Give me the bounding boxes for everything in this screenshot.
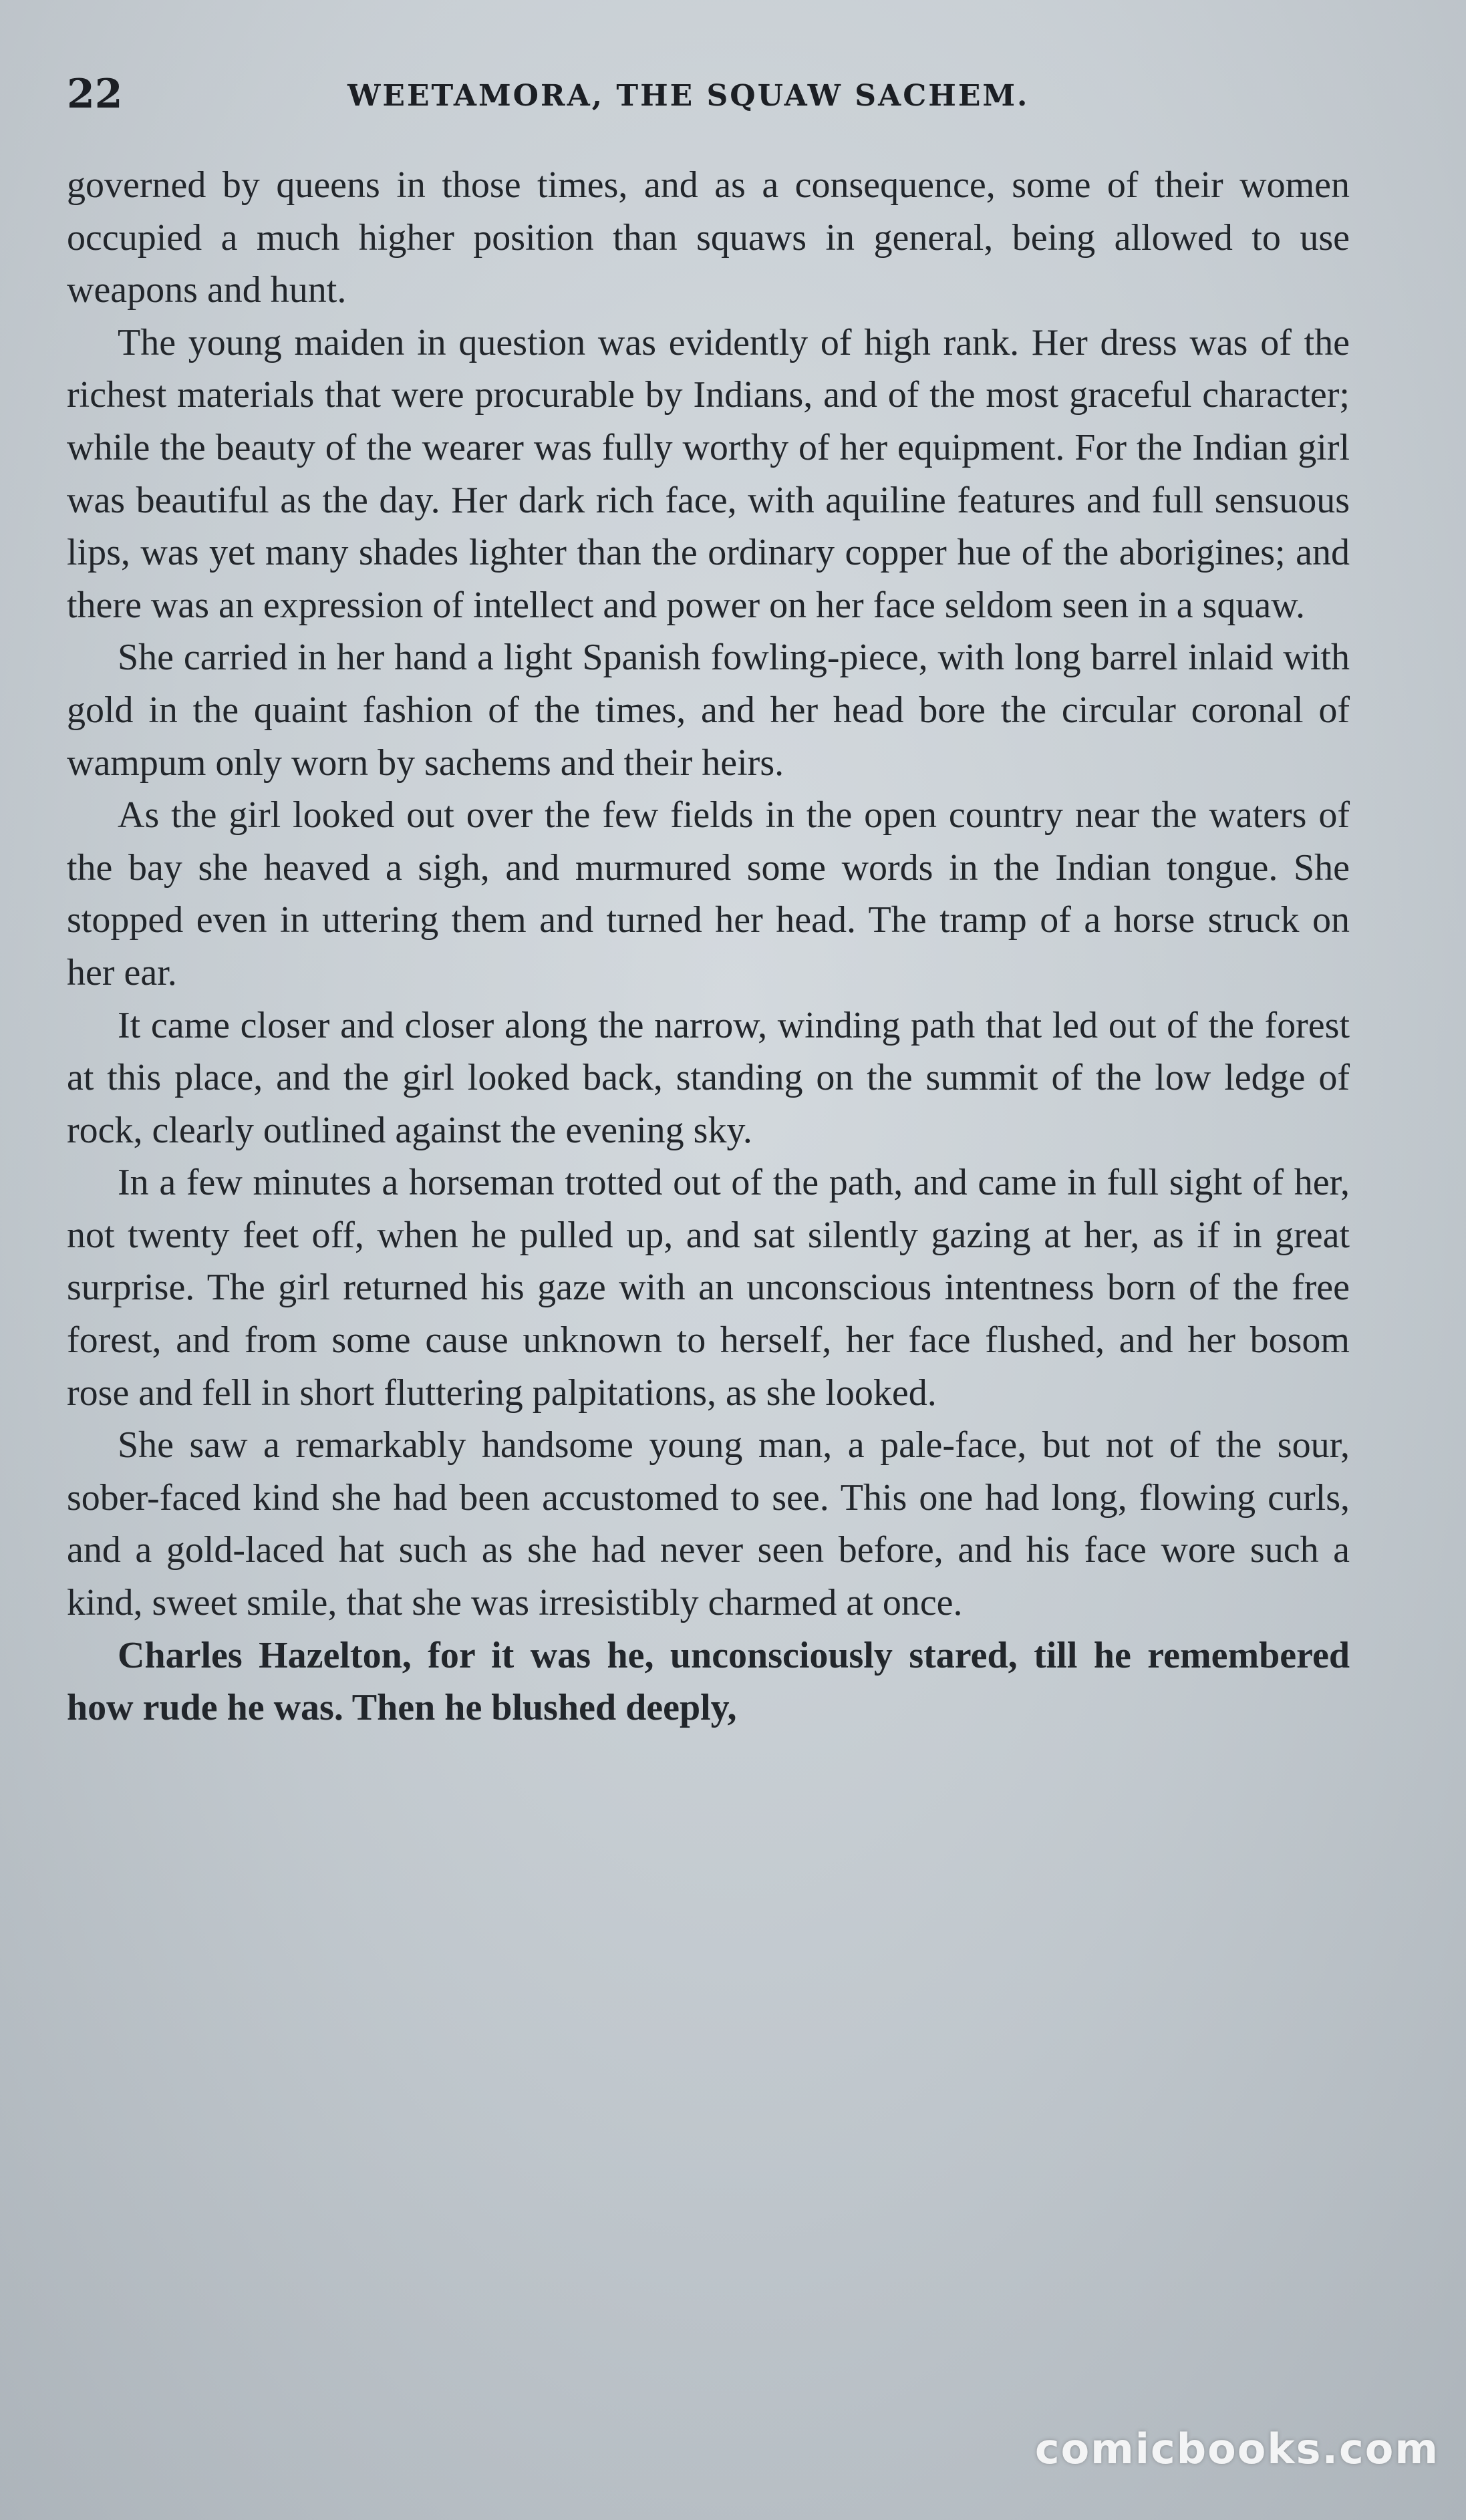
- body-text: [67, 159, 1350, 1734]
- paragraph: She saw a remarkably handsome young man, a pale-face, but not of the sour, sober-faced kind she had been accustomed to see. This one had long, flowing curls, and a gold-laced hat such as she had never seen before, and his face wore such a kind, sweet smile, that she was irresistibly charmed at once.: [67, 1424, 1350, 1624]
- paragraph: The young maiden in question was evidently of high rank. Her dress was of the richest materials that were procurable by Indians, and of the most graceful character; while the beauty of the wearer was fully worthy of her equipment. For the Indian girl was beautiful as the day. Her dark rich face, with aquiline features and full sensuous lips, was yet many shades lighter than the ordinary copper hue of the aborigines; and there was an expression of intellect and power on her face seldom seen in a squaw.: [67, 321, 1350, 626]
- running-head: WEETAMORA, THE SQUAW SACHEM.: [347, 79, 1030, 113]
- watermark: comicbooks.com: [1034, 2424, 1439, 2473]
- page-header: [67, 67, 1350, 127]
- paragraph: She carried in her hand a light Spanish fowling-piece, with long barrel inlaid with gold in the quaint fashion of the times, and her head bore the circular coronal of wampum only worn by sachems and their heirs.: [67, 637, 1350, 784]
- page-number: 22: [67, 71, 123, 118]
- paragraph: It came closer and closer along the narrow, winding path that led out of the forest at this place, and the girl looked back, standing on the summit of the low ledge of rock, clearly outlined against the evening sky.: [67, 1004, 1350, 1151]
- paragraph-continued: governed by queens in those times, and as a consequence, some of their women occupied a much higher position than squaws in general, being allowed to use weapons and hunt.: [67, 164, 1350, 311]
- paragraph: As the girl looked out over the few fields in the open country near the waters of the bay she heaved a sigh, and murmured some words in the Indian tongue. She stopped even in uttering them and turned her head. The tramp of a horse struck on her ear.: [67, 794, 1350, 993]
- paragraph-bold: Charles Hazelton, for it was he, unconsciously stared, till he remembered how rude he was. Then he blushed deeply,: [67, 1634, 1350, 1729]
- paragraph: In a few minutes a horseman trotted out of the path, and came in full sight of her, not twenty feet off, when he pulled up, and sat silently gazing at her, as if in great surprise. The girl returned his gaze with an unconscious intentness born of the free forest, and from some cause unknown to herself, her face flushed, and her bosom rose and fell in short fluttering palpitations, as she looked.: [67, 1162, 1350, 1414]
